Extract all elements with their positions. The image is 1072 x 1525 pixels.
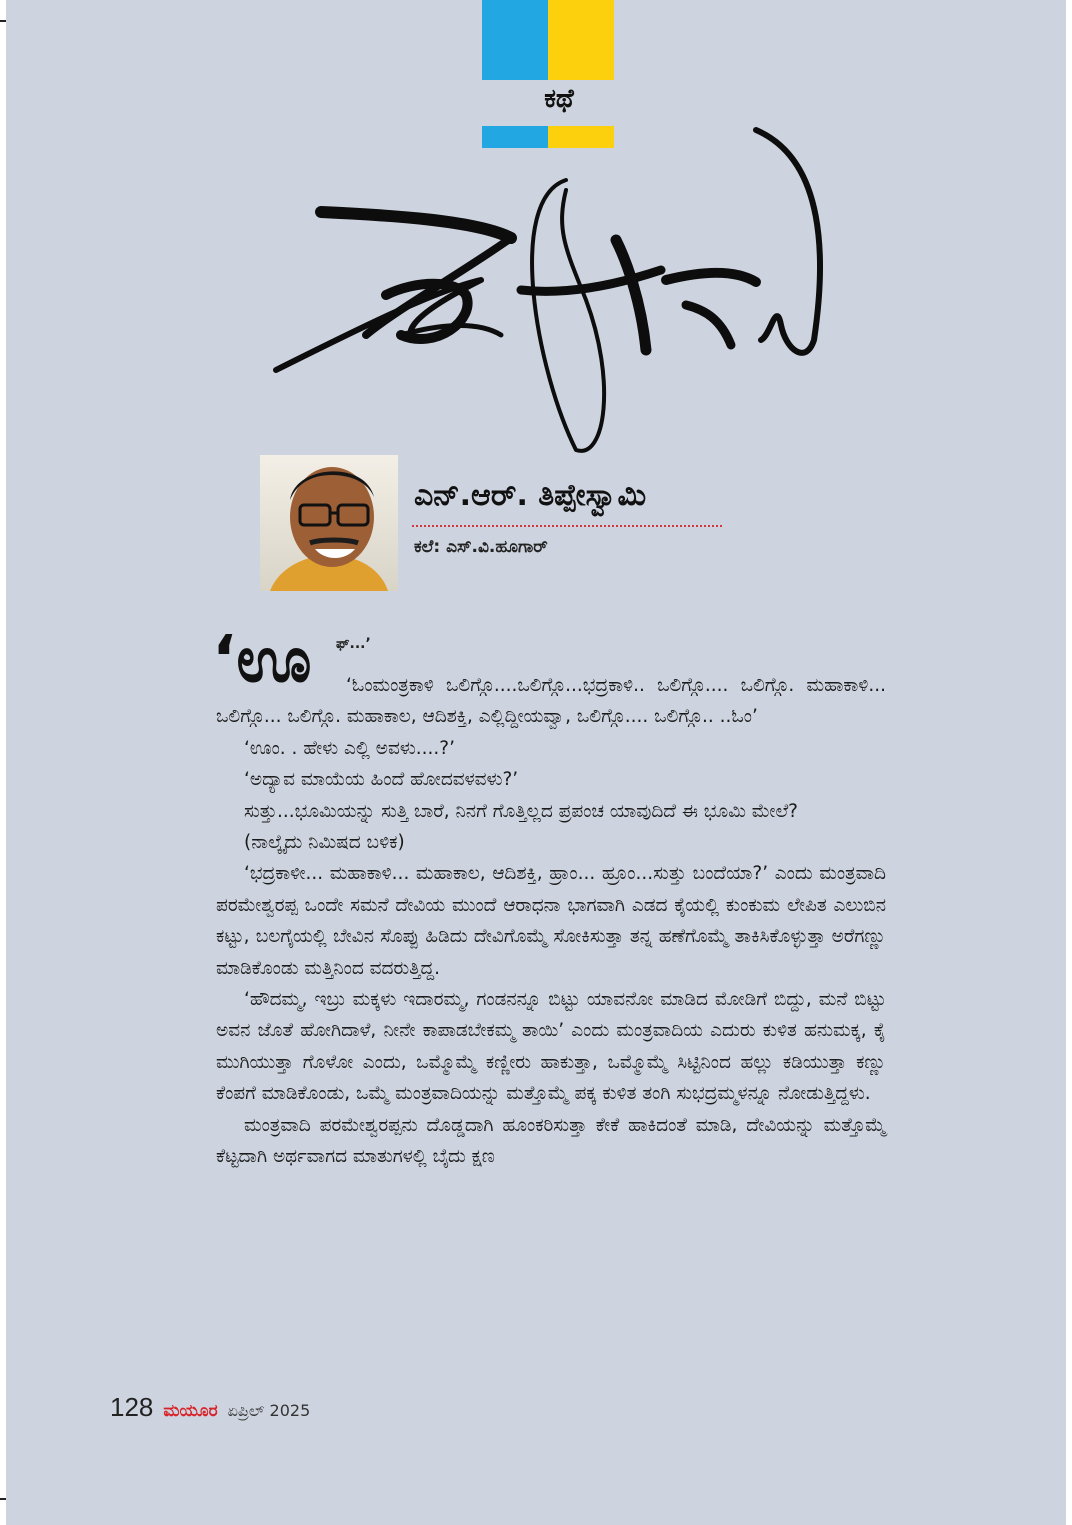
calligraphy-title — [266, 120, 846, 460]
paragraph: ಸುತ್ತು...ಭೂಮಿಯನ್ನು ಸುತ್ತಿ ಬಾರೆ, ನಿನಗೆ ಗೊತ್ತಿಲ್ಲದ ಪ್ರಪಂಚ ಯಾವುದಿದೆ ಈ ಭೂಮಿ ಮೇಲೆ? — [244, 800, 799, 822]
paragraph: (ನಾಲ್ಕೈದು ನಿಮಿಷದ ಬಳಿಕ) — [244, 832, 405, 854]
paragraph: ಮಂತ್ರವಾದಿ ಪರಮೇಶ್ವರಪ್ಪನು ದೊಡ್ಡದಾಗಿ ಹೂಂಕರಿಸುತ್ತಾ ಕೇಕೆ ಹಾಕಿದಂತೆ ಮಾಡಿ, ದೇವಿಯನ್ನು ಮತ್ತೊಮ್ಮೆ ಕೆಟ್ಟದಾಗಿ ಅರ್ಥವಾಗದ ಮಾತುಗಳಲ್ಲಿ ಬೈದು ಕ್ಷಣ — [216, 1114, 886, 1168]
issue-date: ಏಪ್ರಿಲ್‌ 2025 — [227, 1401, 311, 1420]
section-label: ಕಥೆ — [544, 84, 574, 114]
crop-mark — [0, 1498, 6, 1500]
crop-mark — [0, 20, 6, 22]
magazine-logo: ಮಯೂರ — [163, 1401, 218, 1421]
page-number: 128 — [110, 1392, 154, 1422]
page-footer — [110, 1392, 310, 1423]
article-body — [216, 670, 886, 1173]
author-divider — [412, 525, 722, 527]
illustration-credit: ಕಲೆ: ಎಸ್‌.ವಿ.ಹೂಗಾರ್ — [414, 537, 548, 557]
paragraph: ‘ಅದ್ಯಾವ ಮಾಯೆಯ ಹಿಂದೆ ಹೋದವಳವಳು?’ — [244, 769, 519, 791]
drop-cap: ‘ಊ — [212, 623, 312, 697]
header-block-blue — [482, 0, 548, 80]
author-photo — [260, 455, 398, 591]
drop-cap-suffix: ಫ್‌...’ — [336, 636, 371, 652]
author-name: ಎನ್‌.ಆರ್‌. ತಿಪ್ಪೇಸ್ವಾಮಿ — [414, 478, 647, 513]
paragraph: ‘ಭದ್ರಕಾಳೀ... ಮಹಾಕಾಳಿ... ಮಹಾಕಾಲ, ಆದಿಶಕ್ತಿ, ಹ್ರಾಂ... ಹ್ರೂಂ...ಸುತ್ತು ಬಂದೆಯಾ?’ ಎಂದು ಮಂತ್ರವಾದಿ ಪರಮೇಶ್ವರಪ್ಪ ಒಂದೇ ಸಮನೆ ದೇವಿಯ ಮುಂದೆ ಆರಾಧನಾ ಭಾಗವಾಗಿ ಎಡದ ಕೈಯಲ್ಲಿ ಕುಂಕುಮ ಲೇಪಿತ ಎಲುಬಿನ ಕಟ್ಟು, ಬಲಗೈಯಲ್ಲಿ ಬೇವಿನ ಸೊಪ್ಪು ಹಿಡಿದು ದೇವಿಗೊಮ್ಮೆ ಸೋಕಿಸುತ್ತಾ ತನ್ನ ಹಣೆಗೊಮ್ಮೆ ತಾಕಿಸಿಕೊಳ್ಳುತ್ತಾ ಅರೆಗಣ್ಣು ಮಾಡಿಕೊಂಡು ಮತ್ತಿನಿಂದ ವದರುತ್ತಿದ್ದ. — [216, 863, 886, 979]
paragraph: ‘ಓಂಮಂತ್ರಕಾಳಿ ಒಲಿಗ್ಗೊ....ಒಲಿಗ್ಗೊ...ಭದ್ರಕಾಳಿ.. ಒಲಿಗ್ಗೊ.... ಒಲಿಗ್ಗೊ. ಮಹಾಕಾಳಿ... ಒಲಿಗ್ಗೊ... ಒಲಿಗ್ಗೊ. ಮಹಾಕಾಲ, ಆದಿಶಕ್ತಿ, ಎಲ್ಲಿದ್ದೀಯವ್ವಾ, ಒಲಿಗ್ಗೊ.... ಒಲಿಗ್ಗೊ.. ..ಓಂ’ — [216, 675, 886, 728]
paragraph: ‘ಊಂ. . ಹೇಳು ಎಲ್ಲಿ ಅವಳು....?’ — [244, 737, 455, 759]
paragraph: ‘ಹೌದಮ್ಮ, ಇಬ್ರು ಮಕ್ಕಳು ಇದಾರಮ್ಮ, ಗಂಡನನ್ನೂ ಬಿಟ್ಟು ಯಾವನೋ ಮಾಡಿದ ಮೋಡಿಗೆ ಬಿದ್ದು, ಮನೆ ಬಿಟ್ಟು ಅವನ ಜೊತೆ ಹೋಗಿದಾಳೆ, ನೀನೇ ಕಾಪಾಡಬೇಕಮ್ಮ ತಾಯಿ’ ಎಂದು ಮಂತ್ರವಾದಿಯ ಎದುರು ಕುಳಿತ ಹನುಮಕ್ಕ, ಕೈ ಮುಗಿಯುತ್ತಾ ಗೊಳೋ ಎಂದು, ಒಮ್ಮೊಮ್ಮೆ ಕಣ್ಣೀರು ಹಾಕುತ್ತಾ, ಒಮ್ಮೊಮ್ಮೆ ಸಿಟ್ಟಿನಿಂದ ಹಲ್ಲು ಕಡಿಯುತ್ತಾ ಕಣ್ಣು ಕೆಂಪಗೆ ಮಾಡಿಕೊಂಡು, ಒಮ್ಮೆ ಮಂತ್ರವಾದಿಯನ್ನು ಮತ್ತೊಮ್ಮೆ ಪಕ್ಕ ಕುಳಿತ ತಂಗಿ ಸುಭದ್ರಮ್ಮಳನ್ನೂ ನೋಡುತ್ತಿದ್ದಳು. — [216, 989, 886, 1105]
header-block-yellow — [548, 0, 614, 80]
magazine-page — [6, 0, 1066, 1525]
